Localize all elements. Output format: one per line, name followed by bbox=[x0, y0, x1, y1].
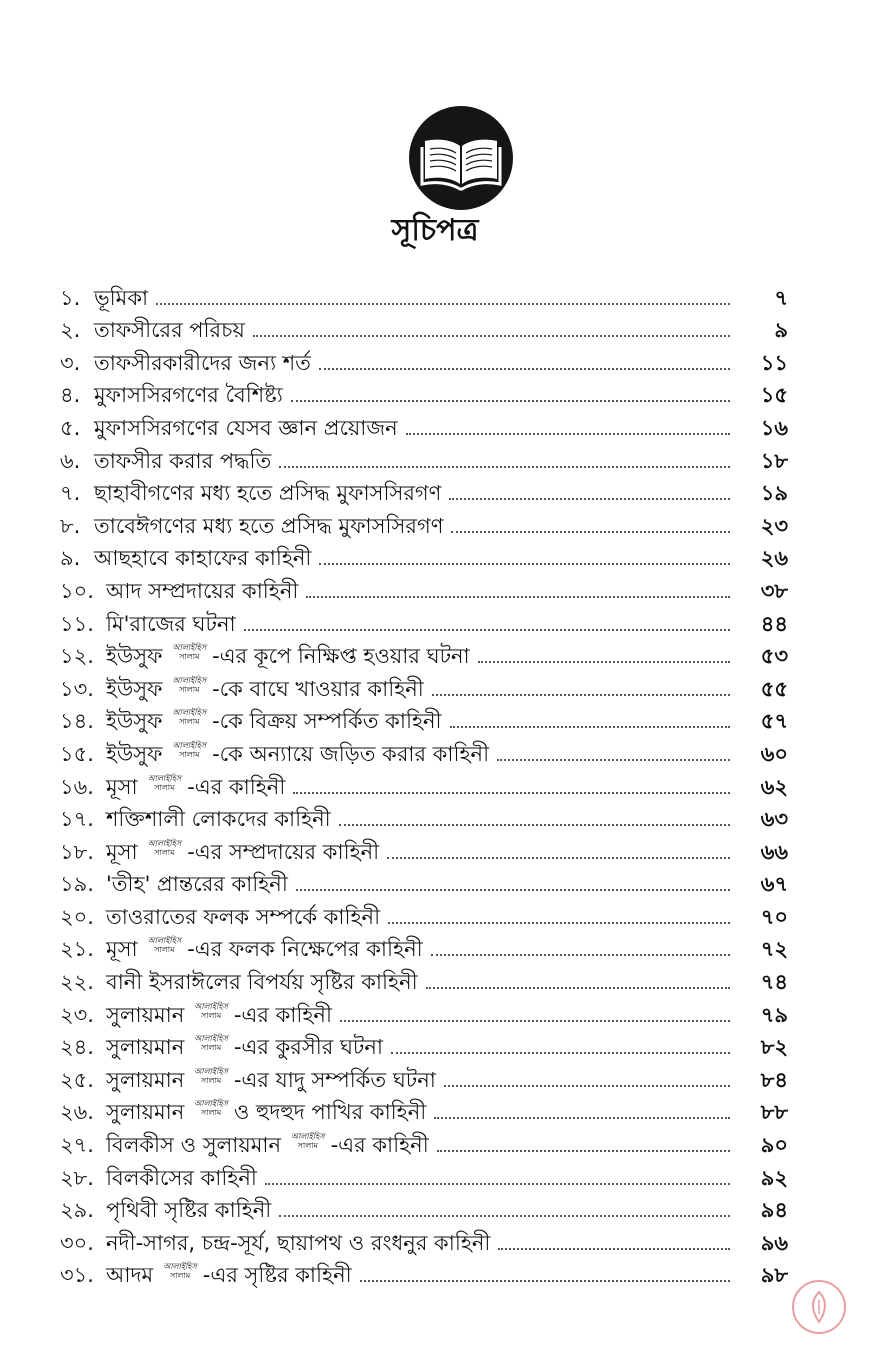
entry-title bbox=[106, 708, 442, 734]
page-number: ১৯ bbox=[760, 481, 788, 506]
entry-title bbox=[106, 1034, 383, 1060]
page-number: ৬২ bbox=[760, 774, 788, 799]
toc-entry bbox=[60, 1060, 788, 1093]
entry-title-suffix: -এর কাহিনী bbox=[330, 1133, 429, 1158]
honorific-bottom: সালাম bbox=[179, 684, 200, 694]
entry-title-text: সুলায়মান bbox=[106, 1067, 185, 1092]
entry-title-text: বিলকীস ও সুলায়মান bbox=[106, 1133, 281, 1158]
entry-title-text: আদ সম্প্রদায়ের কাহিনী bbox=[106, 578, 299, 603]
entry-number: ৫. bbox=[60, 415, 81, 440]
entry-title-suffix: -এর কূপে নিক্ষিপ্ত হওয়ার ঘটনা bbox=[212, 644, 470, 669]
honorific-bottom: সালাম bbox=[200, 1043, 222, 1053]
table-of-contents bbox=[60, 278, 788, 1288]
dot-leader bbox=[244, 629, 730, 631]
toc-entry bbox=[60, 897, 788, 930]
entry-number: ১৪. bbox=[60, 709, 94, 734]
page-number: ৯৬ bbox=[760, 1230, 788, 1255]
entry-number: ৩০. bbox=[60, 1230, 94, 1255]
entry-title bbox=[106, 1099, 426, 1125]
entry-number: ২. bbox=[60, 318, 81, 343]
honorific-mark bbox=[194, 1002, 228, 1020]
entry-title bbox=[106, 611, 236, 637]
dot-leader bbox=[319, 563, 730, 565]
page-number: ৯০ bbox=[760, 1133, 788, 1158]
entry-title bbox=[106, 1197, 271, 1223]
dot-leader bbox=[437, 1150, 730, 1152]
entry-title-text: বানী ইসরাঈলের বিপর্যয় সৃষ্টির কাহিনী bbox=[106, 970, 418, 995]
dot-leader bbox=[296, 889, 730, 891]
honorific-bottom: সালাম bbox=[297, 1141, 318, 1151]
entry-number: ১৩. bbox=[60, 676, 94, 701]
dot-leader bbox=[449, 498, 730, 500]
entry-number: ২৭. bbox=[60, 1133, 94, 1158]
entry-title-text: সুলায়মান bbox=[106, 1100, 185, 1125]
open-book-icon bbox=[408, 105, 514, 211]
entry-title bbox=[106, 904, 380, 930]
honorific-bottom: সালাম bbox=[200, 1108, 222, 1118]
entry-title-suffix: -এর ফলক নিক্ষেপের কাহিনী bbox=[187, 937, 423, 962]
entry-number: ১১. bbox=[60, 611, 94, 636]
page-number: ৭০ bbox=[760, 904, 788, 929]
page-number: ৯৮ bbox=[760, 1263, 788, 1288]
honorific-bottom: সালাম bbox=[179, 652, 200, 662]
honorific-top: আলাইহিস bbox=[194, 1066, 228, 1076]
dot-leader bbox=[156, 303, 730, 305]
toc-entry bbox=[60, 669, 788, 702]
entry-title bbox=[94, 448, 271, 474]
honorific-bottom: সালাম bbox=[179, 717, 200, 727]
toc-entry bbox=[60, 343, 788, 376]
page-number: ৫৫ bbox=[760, 676, 788, 701]
entry-title bbox=[94, 545, 311, 571]
toc-entry bbox=[60, 278, 788, 311]
entry-title-text: তাওরাতের ফলক সম্পর্কে কাহিনী bbox=[106, 904, 381, 929]
entry-title-suffix: -এর কাহিনী bbox=[233, 1002, 332, 1027]
entry-title bbox=[106, 839, 379, 865]
honorific-mark bbox=[173, 741, 207, 759]
entry-number: ৯. bbox=[60, 546, 81, 571]
dot-leader bbox=[434, 1117, 730, 1119]
entry-number: ৩. bbox=[60, 350, 81, 375]
entry-number: ২১. bbox=[60, 937, 94, 962]
toc-entry bbox=[60, 571, 788, 604]
honorific-top: আলাইহিস bbox=[194, 1001, 228, 1011]
entry-title-text: সুলায়মান bbox=[106, 1035, 185, 1060]
entry-number: ১৭. bbox=[60, 807, 94, 832]
toc-entry bbox=[60, 1256, 788, 1289]
toc-entry bbox=[60, 1191, 788, 1224]
entry-title bbox=[94, 415, 398, 441]
entry-title-text: তাফসীর করার পদ্ধতি bbox=[94, 448, 272, 473]
entry-title bbox=[106, 774, 285, 800]
dot-leader bbox=[451, 531, 730, 533]
honorific-mark bbox=[291, 1132, 325, 1150]
entry-title bbox=[106, 936, 423, 962]
dot-leader bbox=[388, 922, 730, 924]
toc-entry bbox=[60, 1223, 788, 1256]
toc-entry bbox=[60, 441, 788, 474]
dot-leader bbox=[291, 400, 730, 402]
dot-leader bbox=[253, 335, 730, 337]
page-number: ৬০ bbox=[760, 741, 788, 766]
honorific-mark bbox=[173, 708, 207, 726]
honorific-mark bbox=[194, 1067, 228, 1085]
toc-entry bbox=[60, 311, 788, 344]
dot-leader bbox=[498, 1248, 730, 1250]
dot-leader bbox=[279, 1215, 730, 1217]
entry-title bbox=[106, 1002, 332, 1028]
entry-title-text: ভূমিকা bbox=[94, 285, 149, 310]
honorific-bottom: সালাম bbox=[154, 847, 175, 857]
page-number: ৬৭ bbox=[760, 872, 788, 897]
honorific-bottom: সালাম bbox=[169, 1271, 191, 1281]
page-number: ৮৮ bbox=[760, 1100, 788, 1125]
entry-title-text: আছহাবে কাহাফের কাহিনী bbox=[94, 546, 312, 571]
entry-title bbox=[106, 643, 470, 669]
toc-entry bbox=[60, 865, 788, 898]
honorific-mark bbox=[173, 643, 207, 661]
entry-title bbox=[106, 1262, 352, 1288]
entry-title-suffix: -এর যাদু সম্পর্কিত ঘটনা bbox=[233, 1067, 436, 1092]
entry-number: ২৩. bbox=[60, 1002, 94, 1027]
entry-title-text: নদী-সাগর, চন্দ্র-সূর্য, ছায়াপথ ও রংধনুর কাহিনী bbox=[106, 1230, 491, 1255]
dot-leader bbox=[431, 954, 730, 956]
honorific-top: আলাইহিস bbox=[172, 675, 207, 685]
toc-entry bbox=[60, 637, 788, 670]
entry-title-text: তাফসীরের পরিচয় bbox=[94, 318, 245, 343]
dot-leader bbox=[497, 759, 730, 761]
entry-number: ১৬. bbox=[60, 774, 94, 799]
page-number: ৭ bbox=[774, 285, 788, 310]
toc-entry bbox=[60, 1093, 788, 1126]
dot-leader bbox=[360, 1280, 730, 1282]
entry-title bbox=[106, 1067, 436, 1093]
entry-title-text: মূসা bbox=[106, 839, 138, 864]
toc-entry bbox=[60, 1158, 788, 1191]
entry-number: ৮. bbox=[60, 513, 81, 538]
entry-number: ১০. bbox=[60, 578, 94, 603]
pen-nib-logo-icon bbox=[790, 1278, 848, 1336]
entry-title-text: ইউসুফ bbox=[106, 741, 163, 766]
entry-number: ১৮. bbox=[60, 839, 94, 864]
page-number: ৯৪ bbox=[760, 1198, 788, 1223]
honorific-top: আলাইহিস bbox=[172, 643, 207, 653]
page-number: ৬৬ bbox=[760, 839, 788, 864]
honorific-top: আলাইহিস bbox=[147, 773, 182, 783]
page-number: ৯ bbox=[774, 318, 788, 343]
entry-number: ৪. bbox=[60, 383, 81, 408]
toc-entry bbox=[60, 539, 788, 572]
entry-title-text: আদম bbox=[106, 1263, 154, 1288]
entry-title bbox=[94, 317, 245, 343]
entry-title-text: মি'রাজের ঘটনা bbox=[106, 611, 236, 636]
dot-leader bbox=[450, 726, 730, 728]
page-number: ৪৪ bbox=[760, 611, 788, 636]
honorific-top: আলাইহিস bbox=[147, 936, 182, 946]
toc-entry bbox=[60, 604, 788, 637]
honorific-top: আলাইহিস bbox=[194, 1099, 228, 1109]
toc-entry bbox=[60, 962, 788, 995]
entry-title-text: মূসা bbox=[106, 774, 138, 799]
entry-title bbox=[106, 578, 298, 604]
entry-title bbox=[106, 1230, 490, 1256]
page-number: ১৮ bbox=[760, 448, 788, 473]
entry-title-suffix: -এর সম্প্রদায়ের কাহিনী bbox=[187, 839, 380, 864]
toc-entry bbox=[60, 832, 788, 865]
entry-number: ২৫. bbox=[60, 1067, 94, 1092]
honorific-bottom: সালাম bbox=[200, 1010, 222, 1020]
entry-title-text: ইউসুফ bbox=[106, 709, 163, 734]
toc-entry bbox=[60, 1028, 788, 1061]
entry-number: ১৯. bbox=[60, 872, 94, 897]
honorific-mark bbox=[194, 1099, 228, 1117]
dot-leader bbox=[432, 694, 730, 696]
toc-entry bbox=[60, 1125, 788, 1158]
honorific-bottom: সালাম bbox=[154, 945, 175, 955]
page-number: ৭৯ bbox=[760, 1002, 788, 1027]
page-number: ৮২ bbox=[760, 1035, 788, 1060]
entry-title-suffix: -কে অন্যায়ে জড়িত করার কাহিনী bbox=[212, 741, 490, 766]
entry-title-suffix: -কে বিক্রয় সম্পর্কিত কাহিনী bbox=[212, 709, 442, 734]
entry-title bbox=[94, 480, 441, 506]
dot-leader bbox=[406, 433, 730, 435]
entry-number: ২৮. bbox=[60, 1165, 94, 1190]
entry-title-text: তাবেঈগণের মধ্য হতে প্রসিদ্ধ মুফাসসিরগণ bbox=[94, 513, 444, 538]
page-number: ২৬ bbox=[760, 546, 788, 571]
entry-title-suffix: -এর কাহিনী bbox=[187, 774, 286, 799]
entry-title bbox=[106, 806, 331, 832]
entry-title-text: পৃথিবী সৃষ্টির কাহিনী bbox=[106, 1198, 272, 1223]
honorific-top: আলাইহিস bbox=[172, 708, 207, 718]
honorific-bottom: সালাম bbox=[179, 749, 200, 759]
toc-entry bbox=[60, 930, 788, 963]
entry-title bbox=[94, 350, 311, 376]
page-number: ৮৪ bbox=[760, 1067, 788, 1092]
entry-title-text: 'তীহ' প্রান্তরের কাহিনী bbox=[106, 872, 288, 897]
entry-title-suffix: ও হুদহুদ পাখির কাহিনী bbox=[233, 1100, 427, 1125]
toc-entry bbox=[60, 702, 788, 735]
toc-entry bbox=[60, 995, 788, 1028]
entry-number: ২০. bbox=[60, 904, 94, 929]
dot-leader bbox=[391, 1052, 730, 1054]
entry-number: ২৬. bbox=[60, 1100, 94, 1125]
toc-entry bbox=[60, 734, 788, 767]
entry-title bbox=[94, 382, 283, 408]
entry-number: ১৫. bbox=[60, 741, 94, 766]
entry-title-text: মূসা bbox=[106, 937, 138, 962]
entry-title-text: মুফাসসিরগণের বৈশিষ্ট্য bbox=[94, 383, 283, 408]
page-number: ৯২ bbox=[760, 1165, 788, 1190]
honorific-mark bbox=[163, 1262, 197, 1280]
dot-leader bbox=[306, 596, 730, 598]
dot-leader bbox=[426, 987, 730, 989]
toc-entry bbox=[60, 506, 788, 539]
honorific-mark bbox=[194, 1034, 228, 1052]
entry-title-text: মুফাসসিরগণের যেসব জ্ঞান প্রয়োজন bbox=[94, 415, 398, 440]
page-number: ১৫ bbox=[760, 383, 788, 408]
entry-title bbox=[94, 513, 443, 539]
honorific-top: আলাইহিস bbox=[194, 1034, 228, 1044]
page-number: ১৬ bbox=[760, 415, 788, 440]
entry-title-suffix: -এর সৃষ্টির কাহিনী bbox=[202, 1263, 352, 1288]
page-title: সূচিপত্র bbox=[391, 213, 479, 248]
page-number: ২৩ bbox=[760, 513, 788, 538]
toc-entry bbox=[60, 767, 788, 800]
page-number: ১১ bbox=[760, 350, 788, 375]
page-number: ৭২ bbox=[760, 937, 788, 962]
entry-title bbox=[106, 676, 424, 702]
entry-title-text: সুলায়মান bbox=[106, 1002, 185, 1027]
entry-title bbox=[106, 969, 418, 995]
page-number: ৭৪ bbox=[760, 970, 788, 995]
entry-number: ৭. bbox=[60, 481, 81, 506]
honorific-top: আলাইহিস bbox=[147, 838, 182, 848]
entry-title bbox=[94, 285, 148, 311]
page-number: ৩৮ bbox=[760, 578, 788, 603]
entry-number: ২২. bbox=[60, 970, 94, 995]
entry-title bbox=[106, 871, 288, 897]
honorific-bottom: সালাম bbox=[200, 1075, 222, 1085]
honorific-mark bbox=[148, 774, 182, 792]
page-number: ৫৭ bbox=[760, 709, 788, 734]
entry-number: ১. bbox=[60, 285, 81, 310]
entry-number: ৬. bbox=[60, 448, 81, 473]
entry-number: ২৯. bbox=[60, 1198, 94, 1223]
entry-title-text: বিলকীসের কাহিনী bbox=[106, 1165, 257, 1190]
entry-title-text: ইউসুফ bbox=[106, 644, 163, 669]
honorific-top: আলাইহিস bbox=[163, 1262, 197, 1272]
dot-leader bbox=[340, 1020, 730, 1022]
honorific-mark bbox=[173, 676, 207, 694]
toc-entry bbox=[60, 408, 788, 441]
honorific-top: আলাইহিস bbox=[172, 740, 207, 750]
entry-title-text: তাফসীরকারীদের জন্য শর্ত bbox=[94, 350, 311, 375]
page-number: ৬৩ bbox=[760, 807, 788, 832]
entry-title-suffix: -কে বাঘে খাওয়ার কাহিনী bbox=[212, 676, 424, 701]
toc-entry bbox=[60, 474, 788, 507]
toc-entry bbox=[60, 800, 788, 833]
entry-title-text: ছাহাবীগণের মধ্য হতে প্রসিদ্ধ মুফাসসিরগণ bbox=[94, 481, 442, 506]
page-number: ৫৩ bbox=[760, 644, 788, 669]
entry-number: ৩১. bbox=[60, 1263, 94, 1288]
dot-leader bbox=[444, 1085, 730, 1087]
dot-leader bbox=[339, 824, 730, 826]
honorific-bottom: সালাম bbox=[154, 782, 175, 792]
honorific-mark bbox=[148, 936, 182, 954]
entry-title bbox=[106, 1165, 257, 1191]
entry-number: ২৪. bbox=[60, 1035, 94, 1060]
honorific-mark bbox=[148, 839, 182, 857]
dot-leader bbox=[387, 857, 730, 859]
entry-title-text: শক্তিশালী লোকদের কাহিনী bbox=[106, 807, 331, 832]
entry-title-suffix: -এর কুরসীর ঘটনা bbox=[233, 1035, 383, 1060]
dot-leader bbox=[478, 661, 730, 663]
entry-title bbox=[106, 741, 489, 767]
entry-number: ১২. bbox=[60, 644, 94, 669]
honorific-top: আলাইহিস bbox=[291, 1132, 325, 1142]
dot-leader bbox=[279, 466, 730, 468]
entry-title-text: ইউসুফ bbox=[106, 676, 163, 701]
dot-leader bbox=[319, 368, 730, 370]
toc-entry bbox=[60, 376, 788, 409]
entry-title bbox=[106, 1132, 429, 1158]
dot-leader bbox=[293, 792, 730, 794]
dot-leader bbox=[265, 1183, 730, 1185]
